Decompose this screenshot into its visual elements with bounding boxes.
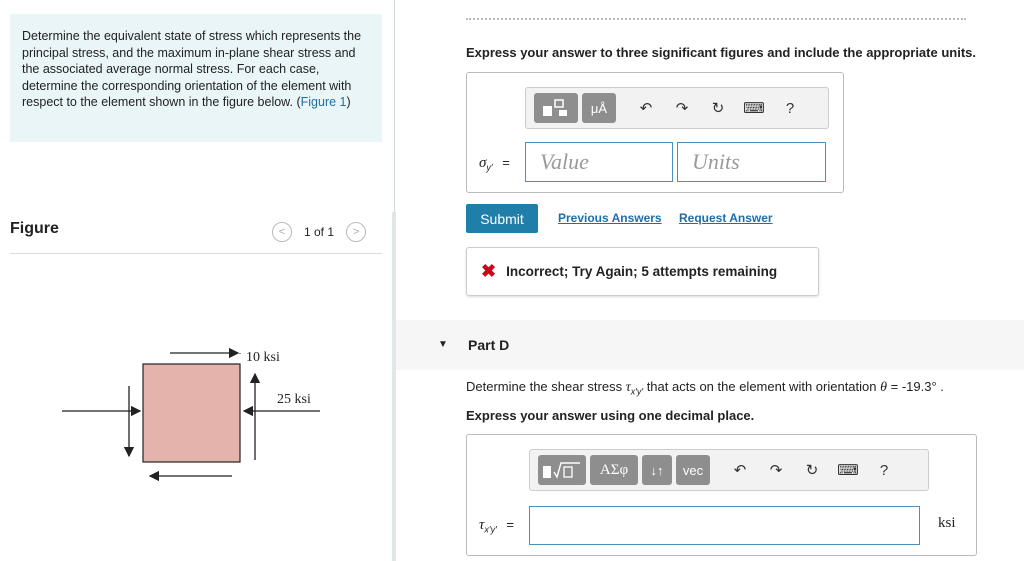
sqrt-template-icon — [542, 460, 582, 480]
figure-heading: Figure — [10, 220, 59, 237]
label-10ksi: 10 ksi — [246, 350, 280, 365]
part-c-toolbar — [525, 87, 829, 129]
tau-symbol: τ — [625, 380, 631, 395]
keyboard-icon[interactable]: ⌨ — [837, 462, 859, 479]
help-icon[interactable]: ? — [785, 99, 795, 117]
units-input[interactable]: Units — [677, 142, 826, 182]
sigma-label — [479, 155, 510, 173]
problem-text: Determine the equivalent state of stress which represents the principal stress, and the maximum in-plane shear stress and the associated average normal stress. For each case, determine the corresponding orientation of the element with respect to the element shown in the figure below. ( — [22, 29, 362, 109]
submit-button[interactable]: Submit — [466, 204, 538, 233]
part-d-toolbar — [529, 449, 929, 491]
equals-sign: = — [502, 155, 510, 170]
part-d-instruction: Express your answer using one decimal place. — [466, 408, 755, 423]
equals-sign: = — [506, 517, 514, 532]
request-answer-link[interactable]: Request Answer — [679, 211, 773, 225]
prev-figure-button[interactable] — [272, 222, 292, 242]
incorrect-feedback — [466, 247, 819, 296]
value-input[interactable]: Value — [525, 142, 673, 182]
next-figure-button[interactable] — [346, 222, 366, 242]
part-c-answer-box — [466, 72, 844, 193]
part-d-question — [466, 379, 944, 397]
question-value: = -19.3° . — [887, 379, 944, 394]
undo-icon[interactable]: ↶ — [639, 100, 653, 117]
label-25ksi: 25 ksi — [277, 392, 311, 407]
keyboard-icon[interactable]: ⌨ — [743, 100, 765, 117]
sigma-subscript: y′ — [486, 162, 493, 173]
template-button[interactable] — [534, 93, 578, 123]
template-sqrt-button[interactable] — [538, 455, 586, 485]
theta-symbol: θ — [880, 380, 887, 395]
sort-arrows-icon[interactable]: ↓↑ — [642, 455, 672, 485]
problem-statement — [10, 14, 382, 142]
pager-text: 1 of 1 — [304, 225, 335, 239]
stress-element — [143, 364, 240, 462]
mu-a-label: μÅ — [590, 100, 608, 116]
feedback-text: Incorrect; Try Again; 5 attempts remaining — [506, 264, 778, 279]
tau-subscript: x′y′ — [630, 386, 644, 397]
question-text-1: Determine the shear stress — [466, 379, 626, 394]
undo-icon[interactable]: ↶ — [733, 462, 747, 479]
tau-answer-symbol: τ — [479, 517, 485, 533]
tau-answer-subscript: x′y′ — [484, 524, 497, 535]
unit-label: ksi — [938, 515, 956, 531]
help-icon[interactable]: ? — [879, 461, 889, 479]
close-x-icon: ✖ — [481, 261, 497, 281]
template-icon — [542, 98, 570, 118]
part-d-title: Part D — [468, 337, 510, 353]
previous-answers-link[interactable]: Previous Answers — [558, 211, 662, 225]
figure-link[interactable]: Figure 1 — [300, 95, 347, 109]
part-c-instruction: Express your answer to three significant figures and include the appropriate units. — [466, 45, 976, 60]
problem-text-close: ) — [346, 95, 351, 109]
tau-label — [479, 517, 514, 535]
reset-icon[interactable]: ↻ — [711, 100, 725, 117]
vec-button[interactable]: vec — [676, 455, 710, 485]
redo-icon[interactable]: ↷ — [769, 462, 783, 479]
units-button[interactable] — [582, 93, 616, 123]
chevron-right-icon: > — [352, 226, 360, 238]
figure-divider — [10, 253, 382, 254]
figure-pager — [272, 222, 366, 242]
cut-off-text — [466, 18, 966, 26]
panel-divider-scroll[interactable] — [392, 212, 396, 561]
reset-icon[interactable]: ↻ — [805, 462, 819, 479]
greek-button[interactable]: ΑΣφ — [590, 455, 638, 485]
part-d-answer-box — [466, 434, 977, 556]
shear-stress-input[interactable] — [529, 506, 920, 545]
chevron-left-icon: < — [278, 226, 286, 238]
stress-element-figure — [50, 340, 340, 490]
question-text-2: that acts on the element with orientation — [643, 379, 881, 394]
sigma-symbol: σ — [479, 155, 487, 171]
redo-icon[interactable]: ↷ — [675, 100, 689, 117]
collapse-triangle-icon[interactable]: ▼ — [438, 339, 448, 350]
